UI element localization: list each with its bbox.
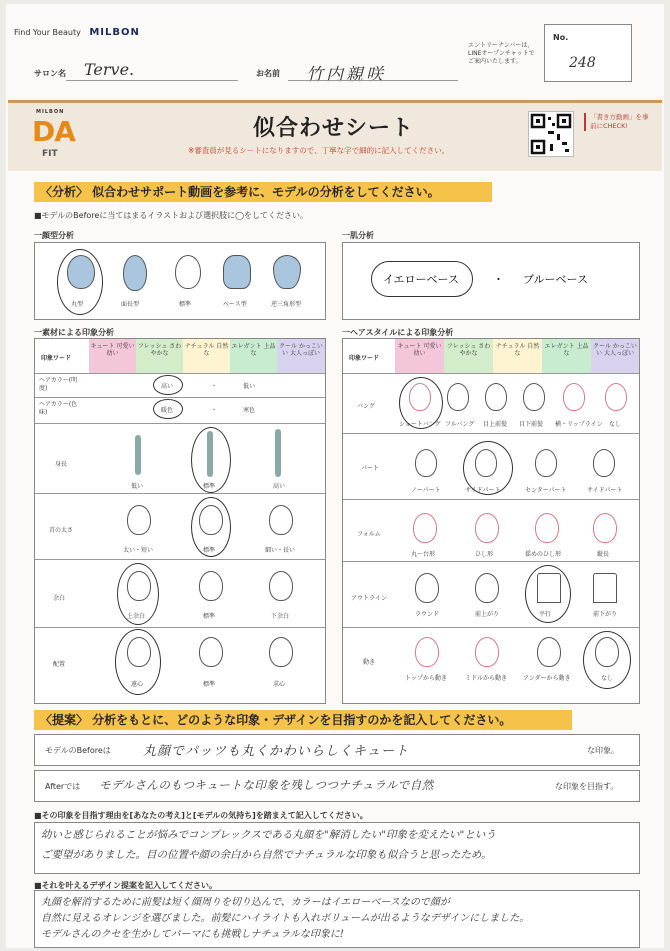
option: 目上前髪	[483, 421, 508, 428]
hairstyle-row-label: バング	[357, 403, 375, 410]
row-divider	[35, 559, 325, 560]
skin-separator: ・	[493, 273, 504, 286]
outline-front-down-icon[interactable]	[593, 573, 617, 603]
option-tall: 高い	[273, 483, 286, 490]
option-bottom: 下余白	[271, 613, 290, 620]
bang-above-eye-icon[interactable]	[485, 383, 507, 411]
skin-blue-base[interactable]: ブルーベース	[523, 273, 589, 286]
design-line-2: 自然に見えるオレンジを選びました。前髪にハイライトも入れボリュームが出るようなデザインにしました。	[41, 913, 530, 924]
impression-word-label: 印象ワード	[349, 355, 380, 362]
logo-top: MILBON	[36, 109, 65, 115]
before-label: モデルのBeforeは	[45, 746, 111, 755]
skin-label: 一肌分析	[342, 231, 374, 240]
scale-fresh: フレッシュ さわやかな	[136, 339, 183, 373]
option-standard: 標準	[203, 613, 216, 620]
option-standard: 標準	[203, 681, 216, 688]
scale-fresh: フレッシュ さわやかな	[444, 339, 493, 373]
hairstyle-row-label: フォルム	[357, 531, 381, 538]
row-divider	[35, 627, 325, 628]
hairstyle-row-label: パート	[361, 465, 380, 472]
part-side2-icon[interactable]	[593, 449, 615, 477]
layout-standard-icon[interactable]	[199, 637, 223, 667]
option: 目下前髪	[519, 421, 544, 428]
before-value: 丸顔でパッツも丸くかわいらしくキュート	[143, 744, 410, 759]
material-label: 一素材による印象分析	[34, 328, 114, 337]
tagline	[14, 27, 140, 38]
option: アンダーから動き	[523, 675, 571, 682]
layout-near-icon[interactable]	[269, 637, 293, 667]
outline-round-icon[interactable]	[415, 573, 439, 603]
option: 前上がり	[475, 611, 500, 618]
design-label: ■それを叶えるデザイン提案を記入してください。	[34, 881, 217, 890]
option-standard: 標準	[203, 547, 216, 554]
hairstyle-row-label: アウトライン	[351, 595, 387, 602]
reason-box[interactable]	[34, 822, 640, 874]
option-top: 上余白	[127, 613, 146, 620]
face-type-3: ベース型	[223, 301, 247, 308]
hairstyle-label: 一ヘアスタイルによる印象分析	[342, 328, 454, 337]
no-value: 248	[569, 55, 596, 71]
face-type-label: 一顔型分析	[34, 231, 74, 240]
reason-line-1: 幼いと感じられることが悩みでコンプレックスである丸顔を"解消したい"印象を変えたい"という	[41, 829, 496, 841]
analysis-heading: 〈分析〉 似合わせサポート動画を参考に、モデルの分析をしてください。	[34, 182, 492, 202]
before-suffix: な印象。	[587, 746, 619, 755]
form-round-icon[interactable]	[413, 513, 437, 543]
skin-yellow-base[interactable]: イエローベース	[383, 273, 460, 286]
material-row-label: ヘアカラー(明度)	[39, 377, 78, 392]
worksheet	[6, 4, 664, 948]
bang-below-eye-icon[interactable]	[523, 383, 545, 411]
option: 横・リップライン	[555, 421, 603, 428]
logo-da: DA	[32, 115, 75, 148]
scale-cool: クール かっこいい 大人っぽい	[277, 339, 325, 373]
option: サイドパート	[587, 487, 623, 494]
scale-natural: ナチュラル 自然な	[493, 339, 542, 373]
hairstyle-scale	[395, 339, 639, 373]
material-row-label: 余白	[53, 595, 66, 602]
motion-middle-icon[interactable]	[475, 637, 499, 667]
bang-side-icon[interactable]	[563, 383, 585, 411]
space-standard-icon[interactable]	[199, 571, 223, 601]
option: ショートバング	[399, 421, 441, 428]
design-line-1: 丸顔を解消するために前髪は短く顔周りを切り込んで、カラーはイエローベースなので顔が	[41, 897, 450, 908]
row-divider	[343, 499, 639, 500]
row-divider	[343, 373, 639, 374]
outline-front-up-icon[interactable]	[475, 573, 499, 603]
row-divider	[343, 433, 639, 434]
row-divider	[35, 373, 325, 374]
page-subtitle: ※審査員が見るシートになりますので、丁寧な字で細的に記入してください。	[188, 146, 450, 155]
title-block	[8, 100, 662, 171]
tagline-text: Find Your Beauty	[14, 28, 81, 37]
option: センターパート	[525, 487, 567, 494]
scale-cool: クール かっこいい 大人っぽい	[591, 339, 639, 373]
reason-line-2: ご要望がありました。目の位置や顔の余白から自然でナチュラルな印象も似合うと思ったため。	[41, 849, 492, 861]
figure-tall-icon[interactable]	[275, 429, 281, 477]
face-base-icon[interactable]	[223, 255, 251, 289]
option: フルバング	[445, 421, 475, 428]
option-high[interactable]: 高い	[161, 383, 174, 390]
design-box[interactable]	[34, 890, 640, 948]
scale-natural: ナチュラル 自然な	[183, 339, 230, 373]
salon-label: サロン名	[34, 69, 66, 78]
qr-code-icon[interactable]	[528, 111, 574, 157]
form-soft-diamond-icon[interactable]	[535, 513, 559, 543]
neck-thin-icon[interactable]	[269, 505, 293, 535]
option: ミドルから動き	[465, 675, 508, 682]
salon-value[interactable]: Terve.	[84, 60, 135, 79]
option-warm[interactable]: 暖色	[161, 407, 174, 414]
brand-logo: MILBON	[89, 27, 140, 38]
option: サイドパート	[465, 487, 501, 494]
skin-box	[342, 242, 640, 320]
option: ラウンド	[415, 611, 440, 618]
option: トップから動き	[405, 675, 447, 682]
salon-underline	[66, 80, 238, 81]
after-box[interactable]	[34, 770, 640, 802]
face-type-0: 丸型	[71, 301, 84, 308]
option-separator: ・	[211, 407, 218, 414]
scale-elegant: エレガント 上品な	[230, 339, 277, 373]
bang-full-icon[interactable]	[447, 383, 469, 411]
no-label: No.	[553, 33, 569, 42]
name-label: お名前	[256, 69, 280, 78]
face-standard-icon[interactable]	[175, 255, 201, 289]
option: 縦長	[597, 551, 610, 558]
form-diamond-icon[interactable]	[475, 513, 499, 543]
material-row-label: ヘアカラー(色味)	[39, 401, 78, 416]
material-scale	[89, 339, 325, 373]
bang-none-icon[interactable]	[605, 383, 627, 411]
material-row-label: 身長	[55, 461, 68, 468]
option: なし	[609, 421, 622, 428]
option: 丸〜台形	[411, 551, 436, 558]
after-suffix: な印象を目指す。	[555, 782, 619, 791]
part-center-icon[interactable]	[535, 449, 557, 477]
after-label: Afterでは	[45, 782, 81, 791]
face-type-box	[34, 242, 326, 320]
scale-elegant: エレガント 上品な	[542, 339, 591, 373]
scale-cute: キュート 可愛い 幼い	[89, 339, 136, 373]
row-divider	[35, 397, 325, 398]
face-long-icon[interactable]	[123, 255, 147, 291]
option-cool[interactable]: 寒色	[243, 407, 256, 414]
face-type-4: 逆三角形型	[271, 301, 302, 308]
row-divider	[343, 561, 639, 562]
hairstyle-row-label: 動き	[363, 659, 376, 666]
option: ひし形	[475, 551, 494, 558]
after-value: モデルさんのもつキュートな印象を残しつつナチュラルで自然	[99, 778, 434, 792]
option: ノーパート	[411, 487, 441, 494]
page-title: 似合わせシート	[253, 116, 415, 141]
option: 揺めのひし形	[525, 551, 562, 558]
option-near: 求心	[273, 681, 286, 688]
row-divider	[35, 493, 325, 494]
neck-thick-icon[interactable]	[127, 505, 151, 535]
option-low[interactable]: 低い	[243, 383, 256, 390]
option-short: 低い	[131, 483, 144, 490]
option-standard: 標準	[203, 483, 216, 490]
scale-cute: キュート 可愛い 幼い	[395, 339, 444, 373]
video-note: 「書き方動画」を事前にCHECK!	[584, 113, 652, 131]
row-divider	[343, 627, 639, 628]
figure-short-icon[interactable]	[135, 435, 141, 475]
hairstyle-table	[342, 338, 640, 704]
option-thick: 太い・短い	[123, 547, 154, 554]
motion-under-icon[interactable]	[537, 637, 561, 667]
face-triangle-icon[interactable]	[273, 255, 301, 289]
entry-note: エントリーナンバーは、LINEオープンチャットでご案内いたします。	[468, 42, 535, 65]
name-value[interactable]: 竹内親咲	[306, 65, 386, 85]
material-table	[34, 338, 326, 704]
row-divider	[35, 423, 325, 424]
material-row-label: 配置	[53, 661, 66, 668]
impression-word-label: 印象ワード	[41, 355, 72, 362]
option-separator: ・	[211, 383, 218, 390]
space-bottom-icon[interactable]	[269, 571, 293, 601]
option: 平行	[539, 611, 552, 618]
proposal-heading: 〈提案〉 分析をもとに、どのような印象・デザインを目指すのかを記入してください。	[34, 710, 572, 730]
option: 前下がり	[593, 611, 618, 618]
reason-label: ■その印象を目指す理由を[あなたの考え]と[モデルの気持ち]を踏まえて記入してください。	[34, 811, 368, 820]
face-type-2: 標準	[179, 301, 192, 308]
part-none-icon[interactable]	[415, 449, 437, 477]
option: なし	[601, 675, 614, 682]
entry-number-box[interactable]	[544, 24, 632, 82]
material-row-label: 首の太さ	[49, 527, 74, 534]
option-thin: 細い・長い	[265, 547, 296, 554]
option-far: 遠心	[131, 681, 144, 688]
face-type-1: 面長型	[121, 301, 140, 308]
before-box[interactable]	[34, 734, 640, 766]
form-vertical-icon[interactable]	[593, 513, 617, 543]
logo-fit: FIT	[42, 149, 58, 159]
analysis-instruction: ■モデルのBeforeに当てはまるイラストおよび選択肢に◯をしてください。	[34, 211, 309, 220]
motion-top-icon[interactable]	[415, 637, 439, 667]
name-underline	[288, 80, 458, 81]
design-line-3: モデルさんのクセを生かしてパーマにも挑戦しナチュラルな印象に!	[41, 929, 344, 940]
